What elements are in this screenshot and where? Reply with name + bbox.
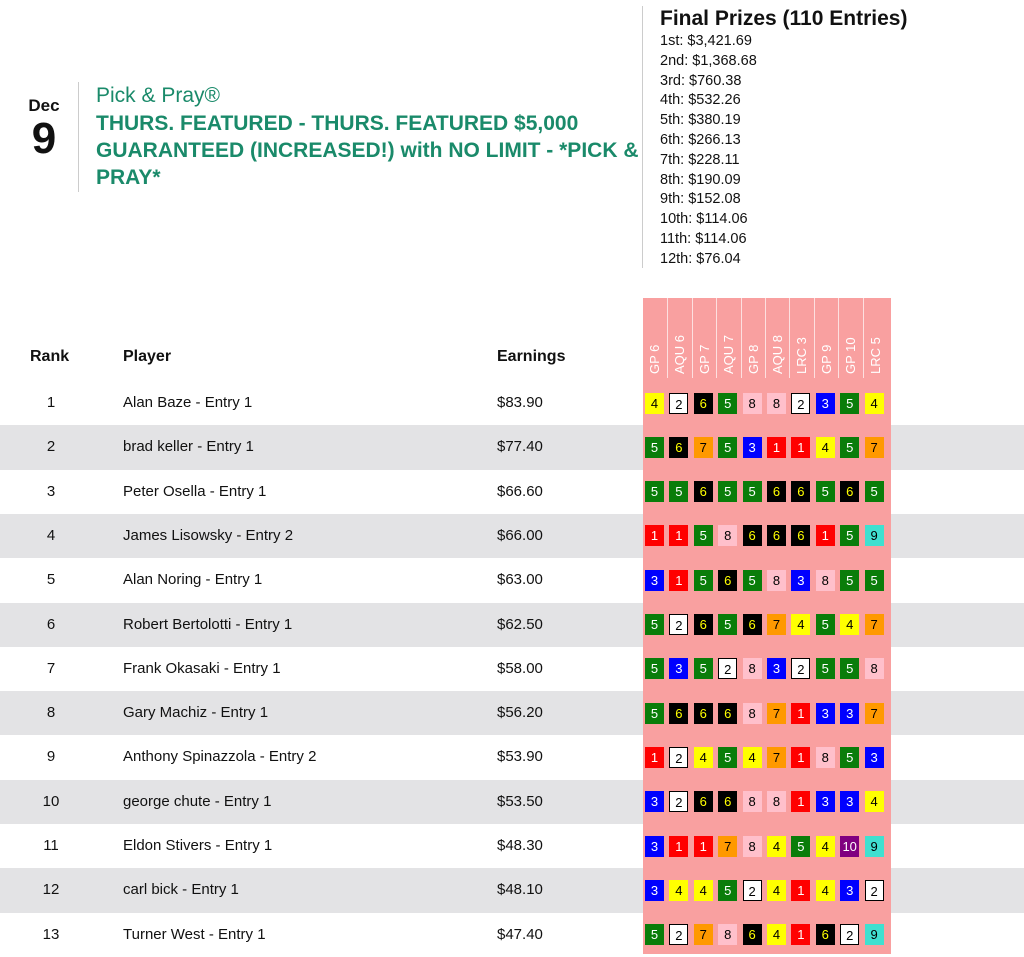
pick-badge: 3: [645, 570, 664, 591]
pick-badge: 2: [743, 880, 762, 901]
pick-badge: 3: [840, 703, 859, 724]
pick-badge: 4: [865, 791, 884, 812]
pick-badge: 1: [791, 924, 810, 945]
pick-badge: 1: [791, 703, 810, 724]
rank-header: Rank: [30, 348, 70, 365]
player-cell: Alan Baze - Entry 1: [123, 394, 253, 411]
race-header-label: AQU 8: [770, 334, 785, 374]
pick-badge: 8: [743, 658, 762, 679]
pick-badge: 2: [669, 747, 688, 768]
rank-cell: 6: [46, 615, 56, 633]
pick-badge: 6: [743, 924, 762, 945]
pick-badge: 6: [669, 703, 688, 724]
pick-badge: 6: [694, 703, 713, 724]
earnings-cell: $53.90: [497, 748, 543, 766]
pick-badge: 1: [791, 880, 810, 901]
pick-badge: 4: [694, 880, 713, 901]
rank-cell: 8: [46, 704, 56, 722]
prize-item: 7th: $228.11: [660, 151, 740, 168]
rank-cell: 2: [46, 438, 56, 456]
pick-badge: 4: [743, 747, 762, 768]
pick-badge: 5: [816, 658, 835, 679]
race-header: [643, 298, 667, 378]
pick-badge: 7: [718, 836, 737, 857]
pick-badge: 8: [816, 570, 835, 591]
pick-badge: 1: [791, 747, 810, 768]
pick-badge: 1: [669, 836, 688, 857]
pick-badge: 5: [791, 836, 810, 857]
pick-badge: 4: [767, 924, 786, 945]
earnings-cell: $56.20: [497, 704, 543, 722]
pick-badge: 6: [791, 481, 810, 502]
player-cell: James Lisowsky - Entry 2: [123, 526, 294, 544]
player-cell: Peter Osella - Entry 1: [123, 482, 267, 500]
earnings-cell: $63.00: [497, 571, 543, 589]
race-header: [789, 298, 814, 378]
race-header: [765, 298, 790, 378]
event-month: Dec: [28, 96, 60, 115]
earnings-cell: $48.30: [497, 837, 543, 854]
pick-badge: 5: [718, 481, 737, 502]
earnings-cell: $47.40: [497, 925, 543, 943]
pick-badge: 6: [718, 703, 737, 724]
pick-badge: 10: [840, 836, 859, 857]
pick-badge: 8: [865, 658, 884, 679]
pick-badge: 8: [718, 924, 737, 945]
pick-badge: 8: [743, 836, 762, 857]
pick-badge: 6: [767, 481, 786, 502]
pick-badge: 4: [865, 393, 884, 414]
pick-badge: 1: [791, 437, 810, 458]
rank-cell: 13: [42, 925, 60, 943]
pick-badge: 5: [645, 437, 664, 458]
event-title: THURS. FEATURED - THURS. FEATURED $5,000 GUARANTEED (INCREASED!) with NO LIMIT - *PICK & PRAY*: [96, 112, 639, 189]
rank-cell: 7: [46, 659, 56, 677]
pick-badge: 5: [718, 437, 737, 458]
pick-badge: 3: [791, 570, 810, 591]
pick-badge: 8: [718, 525, 737, 546]
race-header-label: LRC 5: [867, 337, 883, 374]
race-header: [716, 298, 741, 378]
pick-badge: 1: [669, 525, 688, 546]
pick-badge: 3: [743, 437, 762, 458]
pick-badge: 6: [767, 525, 786, 546]
pick-badge: 5: [840, 525, 859, 546]
player-cell: brad keller - Entry 1: [123, 438, 254, 456]
prize-list: [660, 32, 907, 270]
player-cell: Eldon Stivers - Entry 1: [123, 837, 273, 854]
race-header-label: GP 8: [745, 344, 761, 374]
pick-badge: 6: [743, 525, 762, 546]
race-header-label: GP 9: [818, 344, 834, 374]
divider: [78, 82, 79, 192]
pick-badge: 4: [767, 836, 786, 857]
pick-badge: 3: [816, 791, 835, 812]
pick-badge: 5: [669, 481, 688, 502]
race-header-label: GP 6: [647, 344, 662, 374]
pick-badge: 5: [718, 747, 737, 768]
pick-badge: 3: [645, 836, 664, 857]
pick-badge: 2: [865, 880, 884, 901]
pick-badge: 1: [694, 836, 713, 857]
rank-cell: 3: [46, 482, 56, 500]
pick-badge: 7: [767, 614, 786, 635]
earnings-cell: $53.50: [497, 792, 543, 810]
pick-badge: 6: [743, 614, 762, 635]
pick-badge: 6: [694, 481, 713, 502]
pick-badge: 5: [694, 658, 713, 679]
player-cell: george chute - Entry 1: [123, 792, 272, 810]
pick-badge: 3: [645, 880, 664, 901]
pick-badge: 1: [816, 525, 835, 546]
pick-badge: 2: [791, 658, 810, 679]
pick-badge: 3: [840, 791, 859, 812]
divider: [642, 6, 643, 268]
player-header: Player: [123, 348, 172, 365]
pick-badge: 6: [694, 393, 713, 414]
pick-badge: 2: [840, 924, 859, 945]
event-day: 9: [31, 114, 57, 163]
pick-badge: 5: [840, 747, 859, 768]
brand-name: Pick & Pray®: [96, 84, 221, 107]
pick-badge: 7: [865, 437, 884, 458]
earnings-cell: $62.50: [497, 615, 543, 633]
earnings-cell: $48.10: [497, 881, 543, 899]
race-header-label: AQU 7: [721, 334, 737, 374]
pick-badge: 6: [694, 791, 713, 812]
pick-badge: 6: [718, 791, 737, 812]
pick-badge: 5: [840, 437, 859, 458]
prize-item: 1st: $3,421.69: [660, 33, 752, 49]
prize-item: 6th: $266.13: [660, 131, 741, 148]
pick-badge: 1: [645, 525, 664, 546]
prize-item: 12th: $76.04: [660, 250, 741, 267]
pick-badge: 4: [669, 880, 688, 901]
pick-badge: 1: [645, 747, 664, 768]
pick-badge: 5: [645, 924, 664, 945]
rank-cell: 4: [46, 526, 56, 544]
pick-badge: 6: [791, 525, 810, 546]
rank-cell: 10: [42, 792, 60, 810]
prize-item: 3rd: $760.38: [660, 72, 742, 89]
pick-badge: 7: [694, 924, 713, 945]
race-header: [863, 298, 888, 378]
pick-badge: 6: [718, 570, 737, 591]
race-header-label: GP 10: [843, 337, 859, 374]
pick-badge: 8: [767, 570, 786, 591]
pick-badge: 5: [645, 703, 664, 724]
player-cell: Frank Okasaki - Entry 1: [123, 659, 281, 677]
prize-item: 10th: $114.06: [660, 211, 748, 228]
pick-badge: 5: [645, 658, 664, 679]
race-header: [692, 298, 717, 378]
earnings-cell: $58.00: [497, 659, 543, 677]
pick-badge: 1: [767, 437, 786, 458]
pick-badge: 8: [743, 393, 762, 414]
pick-badge: 4: [645, 393, 664, 414]
race-header: [838, 298, 863, 378]
race-header: [667, 298, 692, 378]
pick-badge: 2: [718, 658, 737, 679]
race-header-label: GP 7: [696, 344, 712, 374]
pick-badge: 3: [840, 880, 859, 901]
pick-badge: 4: [840, 614, 859, 635]
pick-badge: 5: [816, 614, 835, 635]
pick-badge: 5: [840, 393, 859, 414]
pick-badge: 3: [669, 658, 688, 679]
pick-badge: 2: [669, 924, 688, 945]
pick-badge: 5: [718, 393, 737, 414]
pick-badge: 5: [694, 570, 713, 591]
pick-badge: 5: [645, 481, 664, 502]
prize-item: 2nd: $1,368.68: [660, 52, 757, 69]
earnings-cell: $83.90: [497, 394, 543, 411]
rank-cell: 5: [46, 571, 56, 589]
pick-badge: 4: [767, 880, 786, 901]
pick-badge: 4: [816, 437, 835, 458]
earnings-header: Earnings: [497, 348, 566, 365]
pick-badge: 5: [865, 481, 884, 502]
pick-badge: 6: [669, 437, 688, 458]
pick-badge: 3: [816, 393, 835, 414]
rank-cell: 1: [46, 394, 56, 411]
earnings-cell: $66.60: [497, 482, 543, 500]
player-cell: Turner West - Entry 1: [123, 925, 266, 943]
player-cell: Alan Noring - Entry 1: [123, 571, 263, 589]
pick-badge: 6: [816, 924, 835, 945]
pick-badge: 8: [743, 703, 762, 724]
player-cell: Anthony Spinazzola - Entry 2: [123, 748, 317, 766]
pick-badge: 8: [743, 791, 762, 812]
pick-badge: 7: [865, 703, 884, 724]
prize-item: 5th: $380.19: [660, 112, 741, 129]
pick-badge: 2: [791, 393, 810, 414]
player-cell: Robert Bertolotti - Entry 1: [123, 615, 293, 633]
pick-badge: 4: [816, 880, 835, 901]
pick-badge: 3: [816, 703, 835, 724]
pick-badge: 5: [743, 481, 762, 502]
earnings-cell: $77.40: [497, 438, 543, 456]
pick-badge: 5: [718, 880, 737, 901]
rank-cell: 12: [42, 881, 60, 899]
pick-badge: 1: [669, 570, 688, 591]
pick-badge: 3: [767, 658, 786, 679]
race-header-label: AQU 6: [672, 334, 688, 374]
pick-badge: 4: [694, 747, 713, 768]
pick-badge: 2: [669, 614, 688, 635]
race-header: [814, 298, 839, 378]
pick-badge: 8: [767, 393, 786, 414]
race-header: [741, 298, 766, 378]
pick-badge: 5: [718, 614, 737, 635]
pick-badge: 2: [669, 393, 688, 414]
pick-badge: 9: [865, 525, 884, 546]
final-prizes: [660, 6, 907, 270]
pick-badge: 8: [767, 791, 786, 812]
pick-badge: 7: [767, 747, 786, 768]
rank-cell: 9: [46, 748, 56, 766]
pick-badge: 4: [791, 614, 810, 635]
pick-badge: 5: [840, 570, 859, 591]
pick-badge: 4: [816, 836, 835, 857]
pick-badge: 3: [865, 747, 884, 768]
prize-item: 8th: $190.09: [660, 171, 741, 188]
prize-item: 11th: $114.06: [660, 230, 747, 247]
prizes-heading: Final Prizes (110 Entries): [660, 7, 908, 30]
player-cell: carl bick - Entry 1: [123, 881, 239, 899]
player-cell: Gary Machiz - Entry 1: [123, 704, 269, 722]
pick-badge: 5: [816, 481, 835, 502]
pick-badge: 1: [791, 791, 810, 812]
rank-cell: 11: [43, 837, 59, 854]
pick-badge: 5: [865, 570, 884, 591]
pick-badge: 6: [694, 614, 713, 635]
pick-badge: 7: [767, 703, 786, 724]
pick-badge: 7: [865, 614, 884, 635]
pick-badge: 5: [694, 525, 713, 546]
picks-grid: [643, 298, 891, 954]
race-header-label: LRC 3: [794, 337, 810, 374]
prize-item: 9th: $152.08: [660, 191, 741, 208]
pick-badge: 9: [865, 924, 884, 945]
pick-badge: 6: [840, 481, 859, 502]
pick-badge: 9: [865, 836, 884, 857]
pick-badge: 3: [645, 791, 664, 812]
pick-badge: 5: [840, 658, 859, 679]
prize-item: 4th: $532.26: [660, 92, 741, 109]
pick-badge: 7: [694, 437, 713, 458]
pick-badge: 5: [645, 614, 664, 635]
pick-badge: 5: [743, 570, 762, 591]
event-date: [18, 96, 70, 162]
earnings-cell: $66.00: [497, 526, 543, 544]
pick-badge: 8: [816, 747, 835, 768]
pick-badge: 2: [669, 791, 688, 812]
